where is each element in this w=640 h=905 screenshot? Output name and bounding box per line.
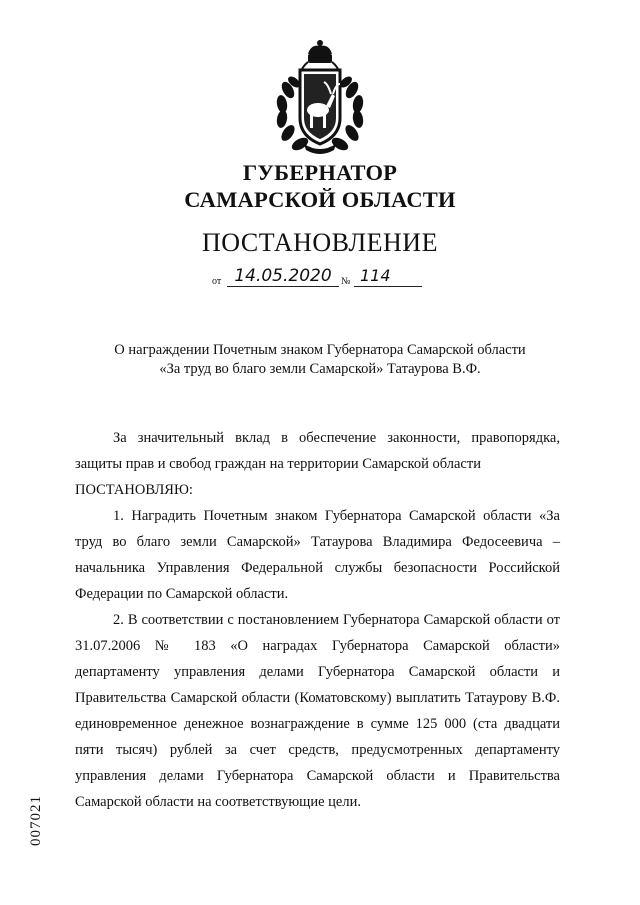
document-body — [75, 425, 560, 815]
item-2-paragraph: 2. В соответствии с постановлением Губернатора Самарской области от 31.07.2006 № 183 «О наградах Губернатора Самарской области» департаменту управления делами Губернатора Самарской области и Правительства Самарской области (Коматовскому) выплатить Татаурову В.Ф. единовременное денежное вознаграждение в сумме 125 000 (ста двадцати пяти тысяч) рублей за счет средств, предусмотренных департаменту управления делами Губернатора Самарской области и Правительства Самарской области на соответствующие цели. — [75, 612, 560, 810]
decree-word: ПОСТАНОВЛЯЮ: — [75, 482, 193, 498]
issuer-title-line2: САМАРСКОЙ ОБЛАСТИ — [184, 187, 456, 212]
number-sign: № — [341, 276, 351, 287]
document-number: 114 — [354, 266, 422, 287]
item-1-paragraph: 1. Наградить Почетным знаком Губернатора Самарской области «За труд во благо земли Самарской» Татаурова Владимира Федосеевича – начальника Управления Федеральной службы безопасности Российской Федерации по Самарской области. — [75, 508, 560, 602]
document-subject — [0, 341, 640, 379]
intro-paragraph: За значительный вклад в обеспечение законности, правопорядка, защиты прав и свобод граждан на территории Самарской области — [75, 430, 560, 472]
subject-line1: О награждении Почетным знаком Губернатора Самарской области — [114, 342, 526, 358]
subject-line2: «За труд во благо земли Самарской» Татаурова В.Ф. — [159, 361, 481, 377]
date-prefix: от — [212, 276, 222, 287]
issuer-title-line1: ГУБЕРНАТОР — [242, 160, 398, 185]
serial-number-text: 007021 — [28, 795, 44, 846]
document-date: 14.05.2020 — [227, 266, 339, 287]
date-number-line — [212, 268, 432, 290]
document-type: ПОСТАНОВЛЕНИЕ — [202, 228, 438, 257]
coat-of-arms-icon — [268, 40, 372, 158]
side-serial-number — [26, 766, 46, 846]
